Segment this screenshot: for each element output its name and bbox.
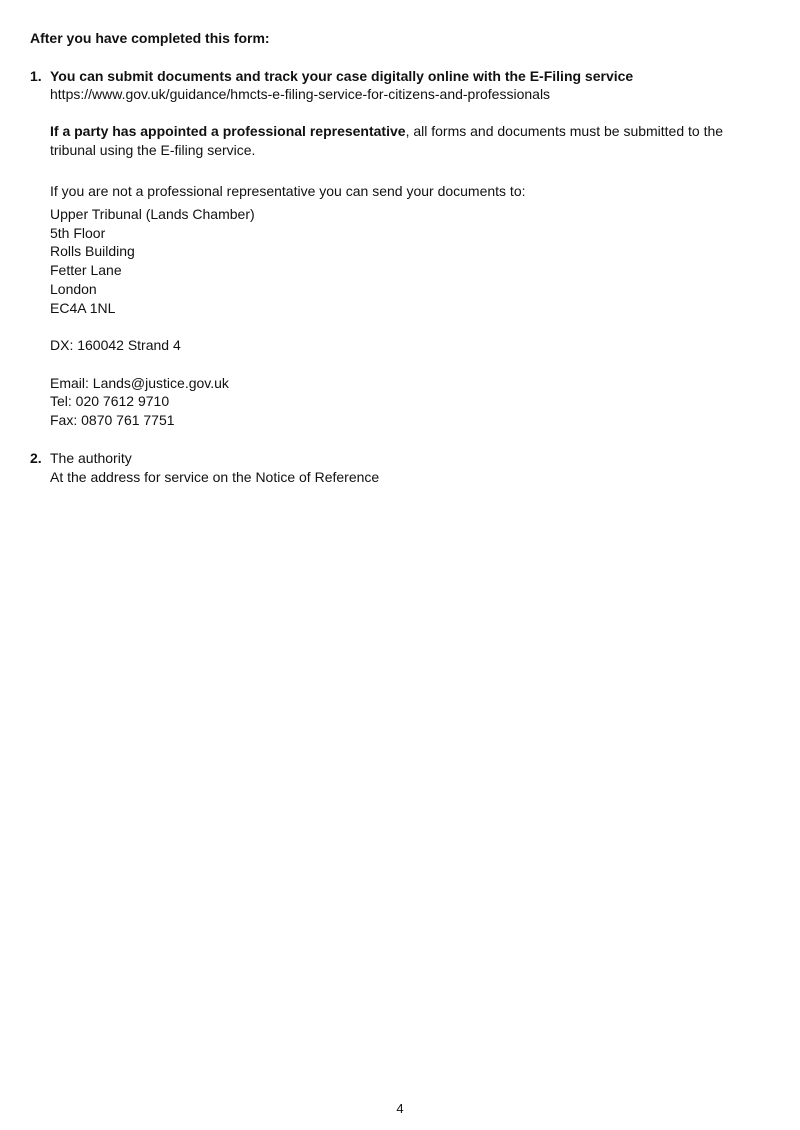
fax-contact: Fax: 0870 761 7751 — [50, 412, 175, 428]
address-line: London — [50, 281, 97, 297]
address-line: Upper Tribunal (Lands Chamber) — [50, 206, 255, 222]
page-number: 4 — [396, 1101, 404, 1116]
efiling-url-link[interactable]: https://www.gov.uk/guidance/hmcts-e-filing-service-for-citizens-and-professionals — [50, 86, 551, 102]
address-line: 5th Floor — [50, 225, 106, 241]
professional-rep-text: , all forms and documents must be submitted to the tribunal using the E-filing service. — [50, 123, 724, 158]
address-line: Fetter Lane — [50, 262, 122, 278]
professional-rep-paragraph — [50, 122, 770, 160]
address-line: Rolls Building — [50, 243, 135, 259]
email-contact[interactable]: Email: Lands@justice.gov.uk — [50, 375, 229, 391]
non-professional-text: If you are not a professional representative you can send your documents to: — [50, 183, 526, 199]
efiling-title: You can submit documents and track your case digitally online with the E-Filing service — [50, 68, 634, 84]
authority-title: The authority — [50, 450, 132, 466]
list-number: 1. — [30, 68, 42, 84]
telephone-contact: Tel: 020 7612 9710 — [50, 393, 170, 409]
form-completion-heading: After you have completed this form: — [30, 30, 270, 46]
dx-number: DX: 160042 Strand 4 — [50, 337, 181, 353]
list-number: 2. — [30, 450, 42, 466]
address-line: EC4A 1NL — [50, 300, 116, 316]
authority-detail: At the address for service on the Notice of Reference — [50, 469, 380, 485]
professional-rep-emphasis: If a party has appointed a professional representative — [50, 123, 406, 139]
